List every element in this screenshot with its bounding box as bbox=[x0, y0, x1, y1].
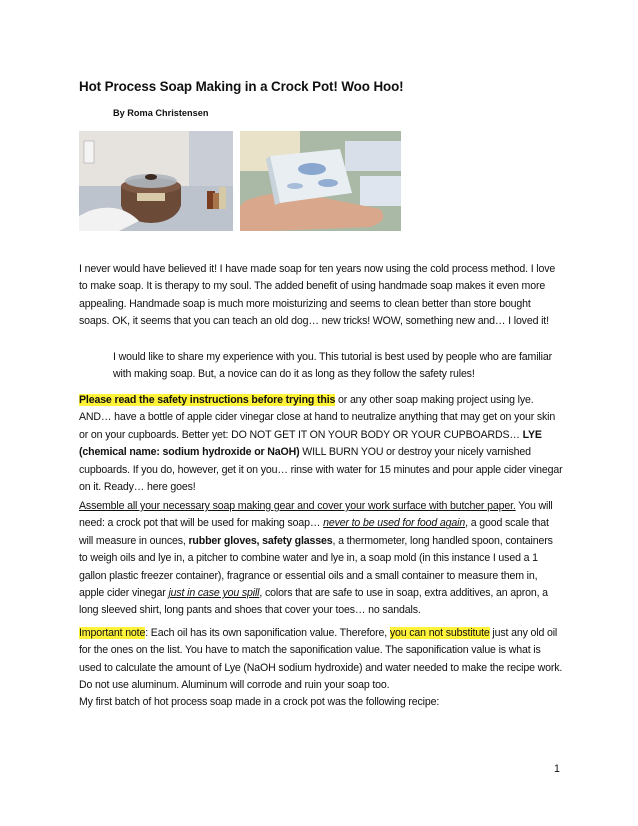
tutorial-note-text: I would like to share my experience with you. This tutorial is best used by people who are familiar with making soap. But, a novice can do it as long as they follow the safety rules! bbox=[113, 351, 552, 381]
intro-text: I never would have believed it! I have made soap for ten years now using the cold process method. I love to make soap. It is therapy to my soul. The added benefit of using handmade soap makes it even more appealing. Handmade soap is much more moisturizing and seems to clean better than store bought soaps. OK, it seems that you can teach an old dog… new tricks! WOW, something new and… I loved it! bbox=[79, 263, 556, 328]
gear-bold-safety: rubber gloves, safety glasses bbox=[188, 534, 333, 547]
gear-paragraph bbox=[79, 498, 563, 620]
gear-text-3: , a thermometer, long handled spoon, containers to weigh oils and lye in, a pitcher to combine water and lye in, a soap mold (in this instance I used a 1 gallon plastic freezer container), fragrance or essential oils and a small container to measure them in, apple cider vinegar bbox=[79, 534, 553, 600]
crockpot-photo bbox=[79, 131, 233, 231]
author-byline: By Roma Christensen bbox=[113, 108, 209, 118]
gear-text-1: You will need: a crock pot that will be used for making soap… bbox=[79, 500, 553, 530]
gear-text-4: , colors that are safe to use in soap, extra additives, an apron, a long sleeved shirt, long pants and shoes that cover your toes… no sandals. bbox=[79, 587, 548, 617]
important-note-highlight: Important note bbox=[79, 627, 146, 639]
important-text-2: just any old oil for the ones on the list. You have to match the saponification value. The saponification value is what is used to calculate the amount of Lye (NaOH sodium hydroxide) and water needed to make the recipe work. Do not use aluminum. Aluminum will corrode and ruin your soap too. bbox=[79, 627, 563, 692]
important-note-paragraph bbox=[79, 625, 563, 695]
gear-italic-1: never to be used for food again bbox=[323, 517, 466, 530]
recipe-intro-paragraph bbox=[79, 694, 563, 711]
safety-paragraph bbox=[79, 392, 563, 496]
safety-warning-highlight: Please read the safety instructions before trying this bbox=[79, 394, 336, 406]
gear-heading-underline: Assemble all your necessary soap making gear and cover your work surface with butcher paper. bbox=[79, 500, 516, 512]
important-text-1: : Each oil has its own saponification value. Therefore, bbox=[145, 627, 390, 639]
document-title: Hot Process Soap Making in a Crock Pot! Woo Hoo! bbox=[79, 79, 404, 94]
tutorial-note-paragraph bbox=[113, 349, 565, 384]
safety-text-1: or any other soap making project using lye. AND… have a bottle of apple cider vinegar close at hand to neutralize anything that may get on your skin or on your cupboards. Better yet: DO NOT GET IT ON YOUR BODY OR YOUR CUPBOARDS… bbox=[79, 394, 556, 441]
page-number: 1 bbox=[554, 763, 560, 775]
gear-text-2: , a good scale that will measure in ounces, bbox=[79, 517, 549, 547]
substitute-highlight: you can not substitute bbox=[389, 627, 490, 639]
gear-italic-2: just in case you spill bbox=[168, 587, 260, 600]
lye-definition-text: LYE (chemical name: sodium hydroxide or NaOH) bbox=[79, 428, 542, 459]
recipe-intro-text: My first batch of hot process soap made in a crock pot was the following recipe: bbox=[79, 696, 440, 708]
safety-text-2: WILL BURN YOU or destroy your nicely varnished cupboards. If you do, however, get it on you… rinse with water for 15 minutes and pour apple cider vinegar on it. Ready… here goes! bbox=[79, 446, 563, 494]
intro-paragraph bbox=[79, 261, 563, 331]
soap-bar-photo bbox=[240, 131, 401, 231]
